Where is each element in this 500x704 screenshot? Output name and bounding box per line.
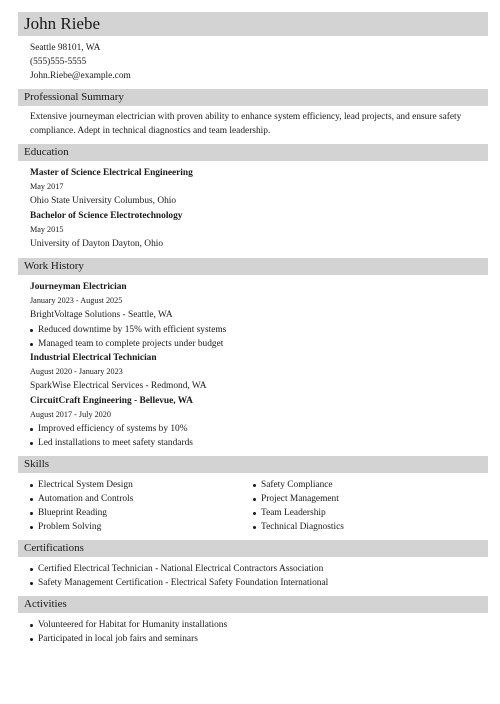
- skills-column-left: [30, 478, 253, 534]
- section-header-certifications: [18, 540, 488, 557]
- job-title: Journeyman Electrician: [30, 282, 127, 292]
- job-date: August 2017 - July 2020: [30, 410, 111, 419]
- section-title: Professional Summary: [24, 91, 124, 103]
- certification-item: Certified Electrical Technician - National Electrical Contractors Association: [30, 562, 476, 576]
- skill-item: Electrical System Design: [30, 478, 253, 492]
- activity-item: Volunteered for Habitat for Humanity installations: [30, 618, 476, 632]
- skills-column-right: [253, 478, 476, 534]
- skill-item: Project Management: [253, 492, 476, 506]
- contact-block: [12, 41, 488, 83]
- work-entry: [30, 351, 476, 394]
- job-date: August 2020 - January 2023: [30, 367, 123, 376]
- company: BrightVoltage Solutions - Seattle, WA: [30, 310, 173, 320]
- skill-item: Safety Compliance: [253, 478, 476, 492]
- skill-item: Problem Solving: [30, 520, 253, 534]
- list-item: Reduced downtime by 15% with efficient systems: [30, 323, 476, 337]
- activity-item: Participated in local job fairs and seminars: [30, 632, 476, 646]
- work-entry: [30, 280, 476, 351]
- certification-item: Safety Management Certification - Electrical Safety Foundation International: [30, 576, 476, 590]
- school: Ohio State University Columbus, Ohio: [30, 196, 177, 206]
- section-header-activities: [18, 596, 488, 613]
- job-bullets: [30, 323, 476, 351]
- skill-item: Technical Diagnostics: [253, 520, 476, 534]
- list-item: Improved efficiency of systems by 10%: [30, 422, 476, 436]
- school: University of Dayton Dayton, Ohio: [30, 239, 164, 249]
- education-entry: [30, 166, 476, 209]
- activities-list: [12, 618, 488, 646]
- job-title: Industrial Electrical Technician: [30, 353, 157, 363]
- work-list: [12, 280, 488, 450]
- company: SparkWise Electrical Services - Redmond, WA: [30, 381, 207, 391]
- list-item: Led installations to meet safety standards: [30, 436, 476, 450]
- contact-address: Seattle 98101, WA: [30, 43, 101, 53]
- section-title: Certifications: [24, 542, 84, 554]
- list-item: Managed team to complete projects under budget: [30, 337, 476, 351]
- job-title: CircuitCraft Engineering - Bellevue, WA: [30, 396, 193, 406]
- education-list: [12, 166, 488, 252]
- work-entry: [30, 394, 476, 450]
- skills-grid: [12, 478, 488, 534]
- candidate-name: John Riebe: [24, 14, 101, 33]
- section-header-skills: [18, 456, 488, 473]
- summary-text: Extensive journeyman electrician with proven ability to enhance system efficiency, lead projects, and ensure safety compliance. Adept in technical diagnostics and team leadership.: [30, 112, 462, 136]
- degree: Bachelor of Science Electrotechnology: [30, 211, 183, 221]
- contact-email: John.Riebe@example.com: [30, 71, 131, 81]
- skill-item: Blueprint Reading: [30, 506, 253, 520]
- certifications-list: [12, 562, 488, 590]
- job-bullets: [30, 422, 476, 450]
- section-header-summary: [18, 89, 488, 106]
- section-title: Activities: [24, 598, 67, 610]
- education-date: May 2015: [30, 225, 64, 234]
- job-date: January 2023 - August 2025: [30, 296, 123, 305]
- section-title: Skills: [24, 458, 50, 470]
- skill-item: Team Leadership: [253, 506, 476, 520]
- name-header: [18, 12, 488, 36]
- contact-phone: (555)555-5555: [30, 57, 87, 67]
- section-title: Education: [24, 146, 69, 158]
- education-entry: [30, 209, 476, 252]
- section-header-work: [18, 258, 488, 275]
- section-title: Work History: [24, 260, 84, 272]
- skill-item: Automation and Controls: [30, 492, 253, 506]
- education-date: May 2017: [30, 182, 64, 191]
- section-header-education: [18, 144, 488, 161]
- degree: Master of Science Electrical Engineering: [30, 168, 193, 178]
